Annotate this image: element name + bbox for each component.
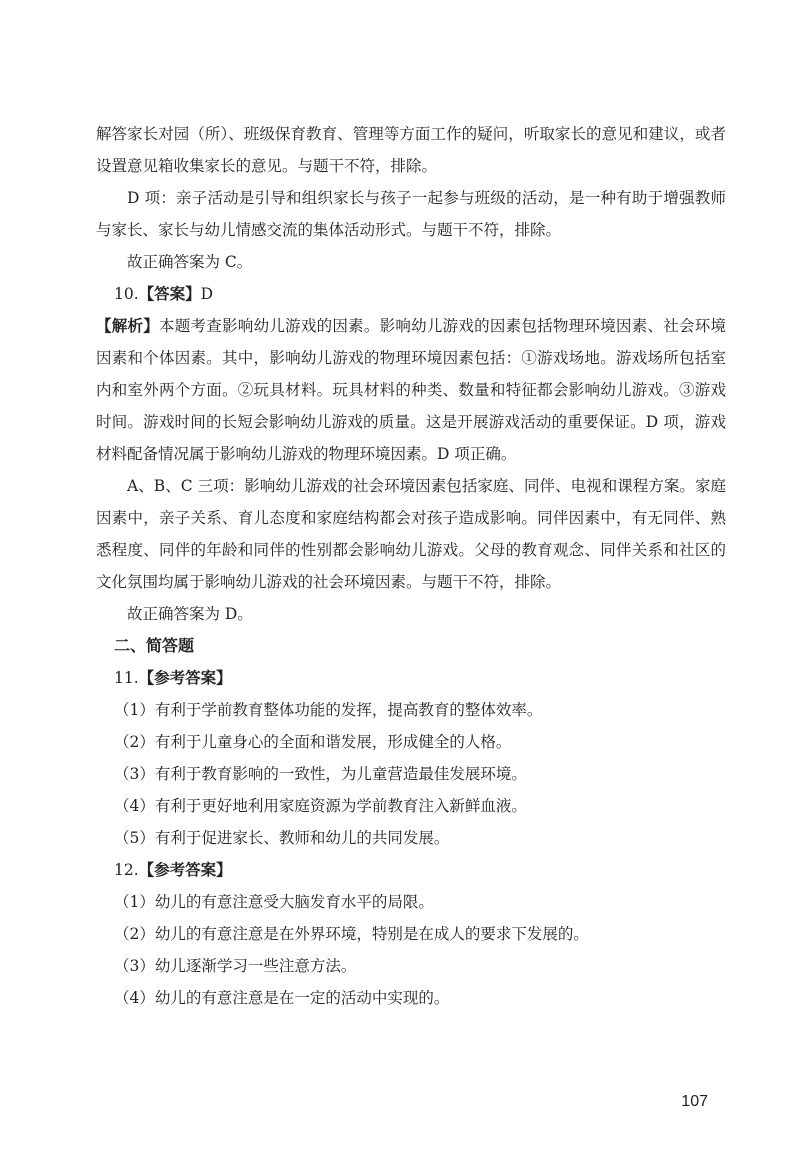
- list-item: （1）幼儿的有意注意受大脑发育水平的局限。: [114, 893, 434, 911]
- paragraph-option-d: D 项：亲子活动是引导和组织家长与孩子一起参与班级的活动，是一种有助于增强教师与家长、家长与幼儿情感交流的集体活动形式。与题干不符，排除。: [96, 189, 726, 239]
- list-item: （2）幼儿的有意注意是在外界环境，特别是在成人的要求下发展的。: [114, 925, 589, 943]
- answer-conclusion-10: 故正确答案为 D。: [127, 605, 253, 623]
- section-heading: 二、简答题: [114, 636, 195, 655]
- question-12-header: [96, 854, 726, 886]
- question-11-header: [96, 662, 726, 694]
- analysis-label: 【解析】: [96, 317, 160, 335]
- list-item: （4）有利于更好地利用家庭资源为学前教育注入新鲜血液。: [114, 797, 527, 815]
- question-10-answer-label: 【答案】: [138, 285, 201, 303]
- list-item: （4）幼儿的有意注意是在一定的活动中实现的。: [114, 989, 450, 1007]
- question-11-number: 11.: [114, 669, 139, 687]
- question-10-answer: [96, 278, 726, 310]
- list-item: （3）幼儿逐渐学习一些注意方法。: [114, 957, 357, 975]
- list-item: （5）有利于促进家长、教师和幼儿的共同发展。: [114, 829, 450, 847]
- answer-conclusion-9: 故正确答案为 C。: [127, 253, 253, 271]
- question-11-label: 【参考答案】: [138, 669, 232, 687]
- list-item: （2）有利于儿童身心的全面和谐发展，形成健全的人格。: [114, 733, 512, 751]
- question-10-answer-value: D: [200, 285, 214, 303]
- paragraph-options-abc: A、B、C 三项：影响幼儿游戏的社会环境因素包括家庭、同伴、电视和课程方案。家庭因素中，亲子关系、育儿态度和家庭结构都会对孩子造成影响。同伴因素中，有无同伴、熟悉程度、同伴的年龄和同伴的性别都会影响幼儿游戏。父母的教育观念、同伴关系和社区的文化氛围均属于影响幼儿游戏的社会环境因素。与题干不符，排除。: [96, 477, 726, 591]
- page-content: [96, 118, 726, 1014]
- analysis-paragraph: [96, 310, 726, 470]
- question-12-label: 【参考答案】: [138, 861, 232, 879]
- analysis-text: 本题考查影响幼儿游戏的因素。影响幼儿游戏的因素包括物理环境因素、社会环境因素和个体因素。其中，影响幼儿游戏的物理环境因素包括：①游戏场地。游戏场所包括室内和室外两个方面。②玩具材料。玩具材料的种类、数量和特征都会影响幼儿游戏。③游戏时间。游戏时间的长短会影响幼儿游戏的质量。这是开展游戏活动的重要保证。D 项，游戏材料配备情况属于影响幼儿游戏的物理环境因素。D 项正确。: [96, 317, 726, 463]
- page-number: 107: [681, 1093, 708, 1110]
- question-12-number: 12.: [114, 861, 139, 879]
- question-10-number: 10.: [114, 285, 139, 303]
- paragraph-continuation: 解答家长对园（所）、班级保育教育、管理等方面工作的疑问，听取家长的意见和建议，或者设置意见箱收集家长的意见。与题干不符，排除。: [96, 125, 726, 175]
- list-item: （3）有利于教育影响的一致性，为儿童营造最佳发展环境。: [114, 765, 527, 783]
- list-item: （1）有利于学前教育整体功能的发挥，提高教育的整体效率。: [114, 701, 543, 719]
